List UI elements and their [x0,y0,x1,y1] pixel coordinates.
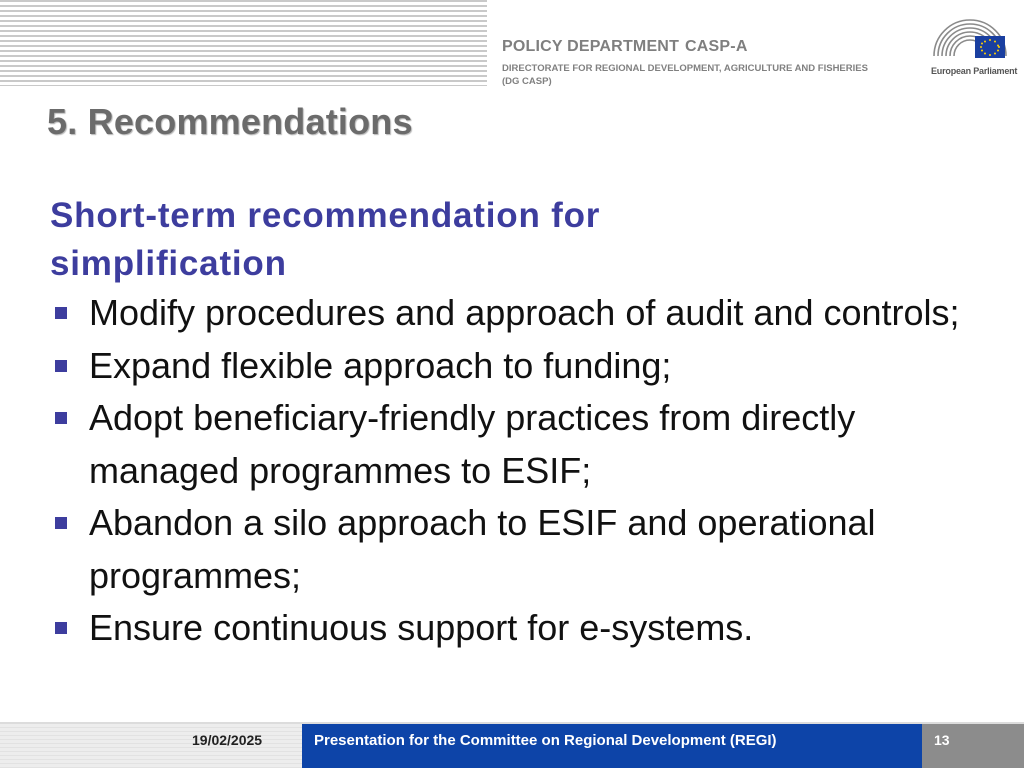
list-item-text: Adopt beneficiary-friendly practices from directly managed programmes to ESIF; [89,397,856,491]
list-item [50,497,970,602]
list-item-text: Abandon a silo approach to ESIF and operational programmes; [89,502,876,596]
list-item [50,392,970,497]
header-stripes-decoration [0,0,487,86]
directorate-label [502,62,868,88]
page-title: 5. Recommendations [47,101,413,142]
footer-date: 19/02/2025 [192,732,263,748]
square-bullet-icon [55,360,67,372]
square-bullet-icon [55,412,67,424]
list-item-text: Expand flexible approach to funding; [89,344,672,386]
list-item [50,602,970,655]
recommendation-list [50,287,970,655]
list-item-text: Ensure continuous support for e-systems. [89,607,754,648]
directorate-line-1: DIRECTORATE FOR REGIONAL DEVELOPMENT, AGRICULTURE AND FISHERIES [502,63,868,74]
square-bullet-icon [55,307,67,319]
list-item [50,287,970,340]
logo-caption: European Parliament [931,66,1018,76]
list-item-text: Modify procedures and approach of audit and controls; [89,292,960,333]
policy-department-label [502,38,748,56]
page-number: 13 [934,732,950,748]
list-item [50,340,970,393]
square-bullet-icon [55,622,67,634]
square-bullet-icon [55,517,67,529]
section-subheading: Short-term recommendation for simplification [50,196,601,283]
footer-presentation-title: Presentation for the Committee on Regional Development (REGI) [314,732,777,749]
department-name: POLICY DEPARTMENT [502,38,680,55]
directorate-line-2: (DG CASP) [502,76,552,87]
department-code: CASP-A [685,38,748,55]
